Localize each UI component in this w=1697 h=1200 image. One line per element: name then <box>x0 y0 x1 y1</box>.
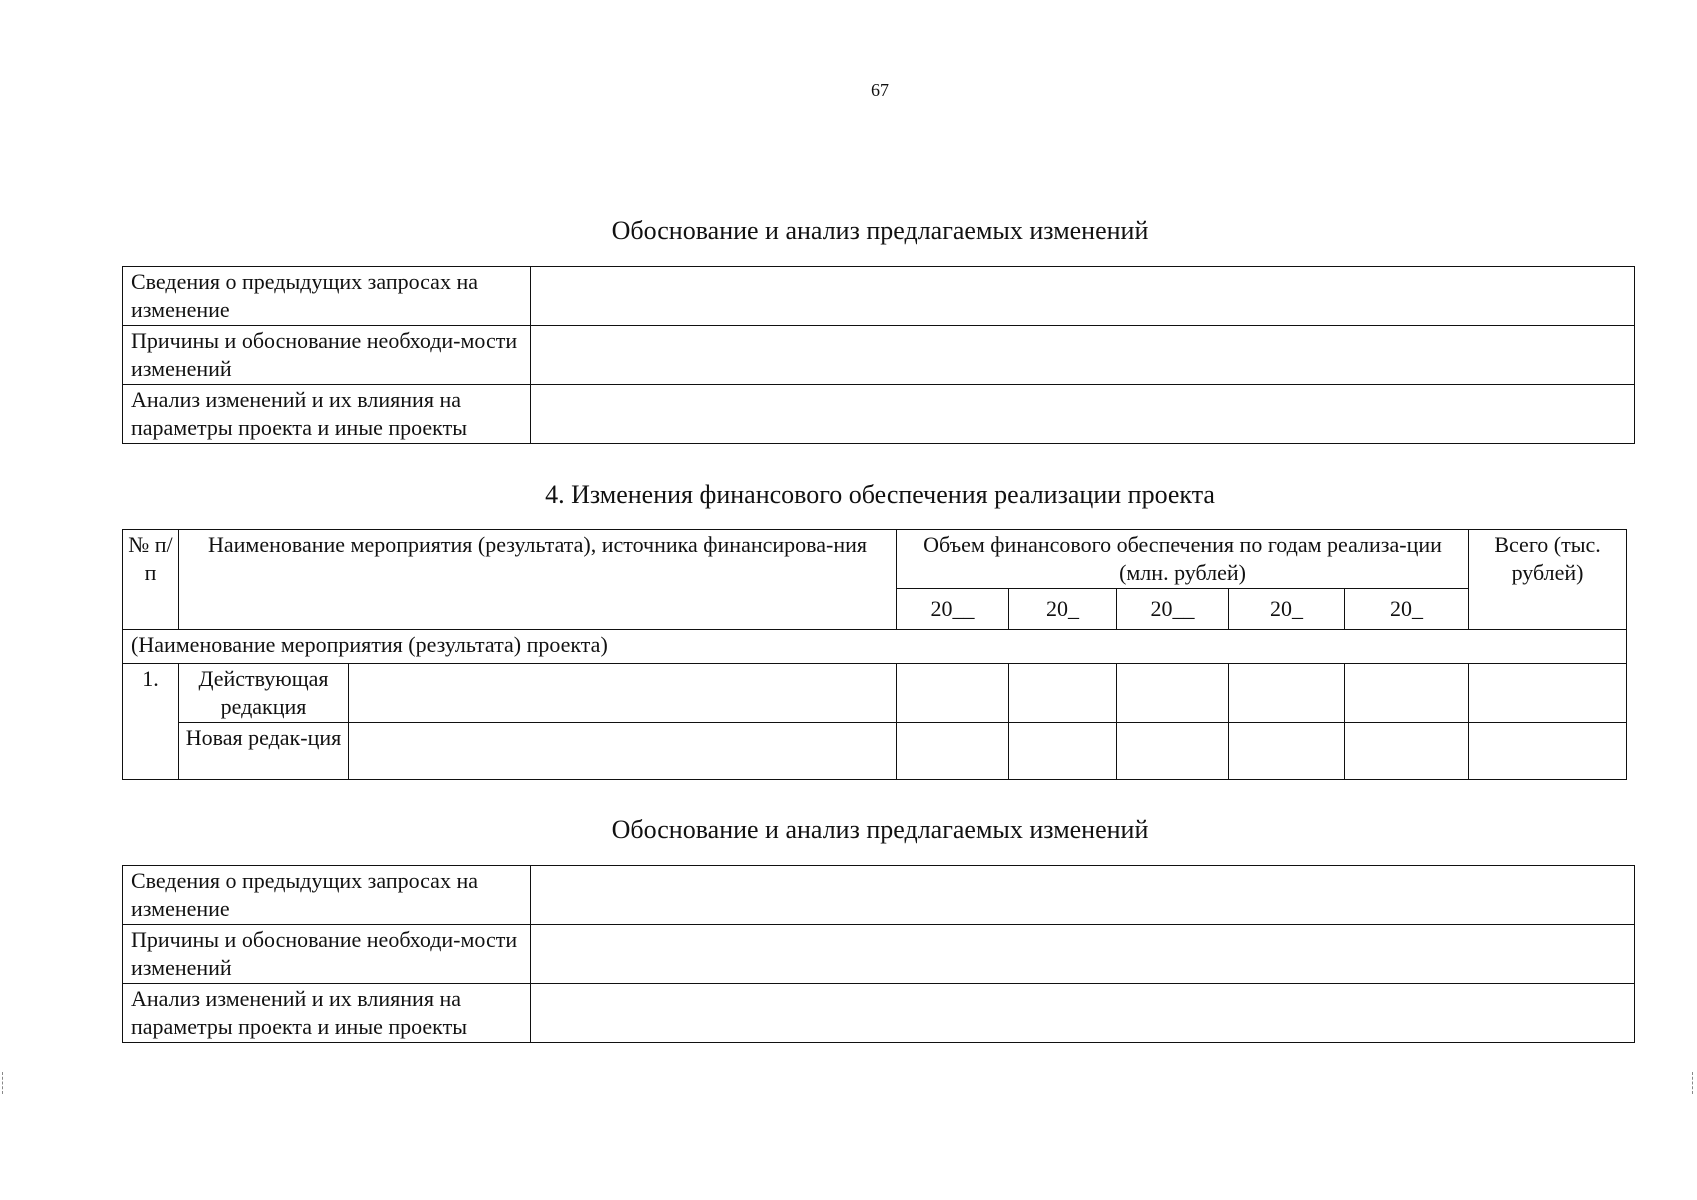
input-cell[interactable] <box>1229 664 1345 723</box>
table-row <box>123 866 1635 925</box>
input-cell[interactable] <box>531 385 1635 444</box>
input-cell[interactable] <box>531 326 1635 385</box>
row-label: Причины и обоснование необходи-мости изменений <box>123 326 531 385</box>
table-row <box>123 925 1635 984</box>
input-cell[interactable] <box>531 925 1635 984</box>
section-b-title: 4. Изменения финансового обеспечения реализации проекта <box>545 480 1215 509</box>
table-row <box>123 723 1627 780</box>
row-label: Новая редак-ция <box>179 723 349 780</box>
year-cell: 20_ <box>1229 589 1345 630</box>
row-label: Анализ изменений и их влияния на параметры проекта и иные проекты <box>123 385 531 444</box>
input-cell[interactable] <box>897 723 1009 780</box>
header-row <box>123 530 1627 589</box>
justification-table-1 <box>122 266 1635 444</box>
year-cell: 20__ <box>1117 589 1229 630</box>
year-cell: 20_ <box>1345 589 1469 630</box>
year-cell: 20_ <box>1009 589 1117 630</box>
table-row <box>123 385 1635 444</box>
year-cell: 20__ <box>897 589 1009 630</box>
row-label: Действующая редакция <box>179 664 349 723</box>
input-cell[interactable] <box>1229 723 1345 780</box>
group-row <box>123 630 1627 664</box>
group-title: (Наименование мероприятия (результата) проекта) <box>123 630 1627 664</box>
row-label: Сведения о предыдущих запросах на изменение <box>123 267 531 326</box>
input-cell[interactable] <box>1117 723 1229 780</box>
header-name: Наименование мероприятия (результата), источника финансирова-ния <box>179 530 897 630</box>
input-cell[interactable] <box>1009 664 1117 723</box>
row-label: Анализ изменений и их влияния на параметры проекта и иные проекты <box>123 984 531 1043</box>
input-cell[interactable] <box>1469 723 1627 780</box>
section-c-title: Обоснование и анализ предлагаемых изменений <box>611 815 1149 844</box>
table-row <box>123 326 1635 385</box>
input-cell[interactable] <box>531 267 1635 326</box>
scan-edge-mark <box>2 1072 7 1094</box>
input-cell[interactable] <box>1009 723 1117 780</box>
header-total: Всего (тыс. рублей) <box>1469 530 1627 630</box>
section-a-title: Обоснование и анализ предлагаемых изменений <box>611 216 1149 245</box>
header-volume: Объем финансового обеспечения по годам реализа-ции (млн. рублей) <box>897 530 1469 589</box>
input-cell[interactable] <box>531 866 1635 925</box>
header-num: № п/п <box>123 530 179 630</box>
table-row <box>123 664 1627 723</box>
row-label: Сведения о предыдущих запросах на изменение <box>123 866 531 925</box>
input-cell[interactable] <box>349 723 897 780</box>
input-cell[interactable] <box>349 664 897 723</box>
row-number: 1. <box>123 664 179 780</box>
input-cell[interactable] <box>531 984 1635 1043</box>
input-cell[interactable] <box>1469 664 1627 723</box>
financing-table <box>122 529 1627 780</box>
table-row <box>123 984 1635 1043</box>
input-cell[interactable] <box>1345 664 1469 723</box>
input-cell[interactable] <box>1345 723 1469 780</box>
page-number: 67 <box>871 80 889 100</box>
row-label: Причины и обоснование необходи-мости изменений <box>123 925 531 984</box>
justification-table-2 <box>122 865 1635 1043</box>
scan-edge-mark <box>1692 1072 1697 1094</box>
table-row <box>123 267 1635 326</box>
input-cell[interactable] <box>897 664 1009 723</box>
input-cell[interactable] <box>1117 664 1229 723</box>
